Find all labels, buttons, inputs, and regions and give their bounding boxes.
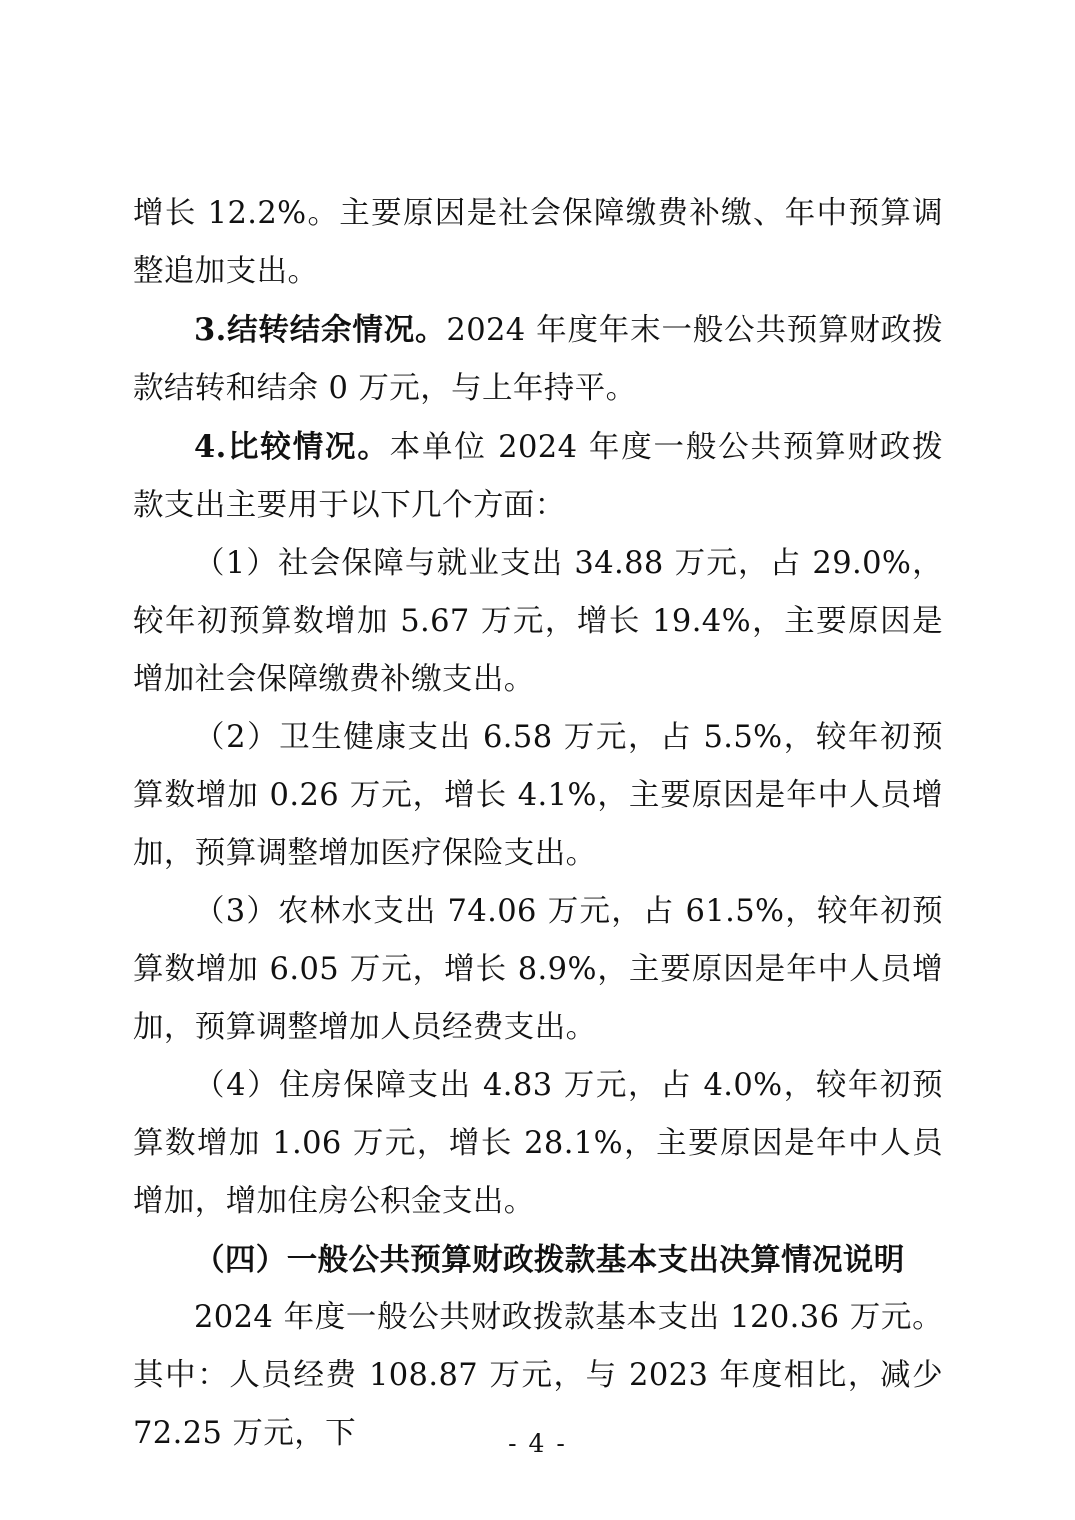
paragraph-carryover-balance: [133, 301, 943, 418]
paragraph-item-3-agriculture: （3）农林水支出 74.06 万元，占 61.5%，较年初预算数增加 6.05 万元，增长 8.9%，主要原因是年中人员增加，预算调整增加人员经费支出。: [133, 894, 943, 1045]
paragraph-lead-label: 3.结转结余情况。: [194, 312, 447, 348]
document-body: [133, 185, 943, 1463]
paragraph-text: 2024 年度年末一般公共预算财政拨款结转和结余 0 万元，与上年持平。: [133, 313, 943, 406]
paragraph-item-1-social-security: （1）社会保障与就业支出 34.88 万元，占 29.0%，较年初预算数增加 5.67 万元，增长 19.4%，主要原因是增加社会保障缴费补缴支出。: [133, 546, 943, 697]
paragraph-item-2-health: （2）卫生健康支出 6.58 万元，占 5.5%，较年初预算数增加 0.26 万元，增长 4.1%，主要原因是年中人员增加，预算调整增加医疗保险支出。: [133, 720, 943, 871]
paragraph-basic-expenditure-detail: 2024 年度一般公共财政拨款基本支出 120.36 万元。其中：人员经费 108.87 万元，与 2023 年度相比，减少 72.25 万元，下: [133, 1300, 943, 1451]
paragraph-comparison: [133, 418, 943, 535]
section-heading-basic-expenditure: （四）一般公共预算财政拨款基本支出决算情况说明: [194, 1242, 905, 1278]
paragraph-item-4-housing: （4）住房保障支出 4.83 万元，占 4.0%，较年初预算数增加 1.06 万元，增长 28.1%，主要原因是年中人员增加，增加住房公积金支出。: [133, 1068, 943, 1219]
paragraph-lead-label: 4.比较情况。: [194, 429, 390, 465]
page-number: - 4 -: [508, 1429, 567, 1458]
paragraph-text: 本单位 2024 年度一般公共预算财政拨款支出主要用于以下几个方面：: [133, 430, 943, 523]
paragraph-continuation: 增长 12.2%。主要原因是社会保障缴费补缴、年中预算调整追加支出。: [133, 196, 943, 289]
